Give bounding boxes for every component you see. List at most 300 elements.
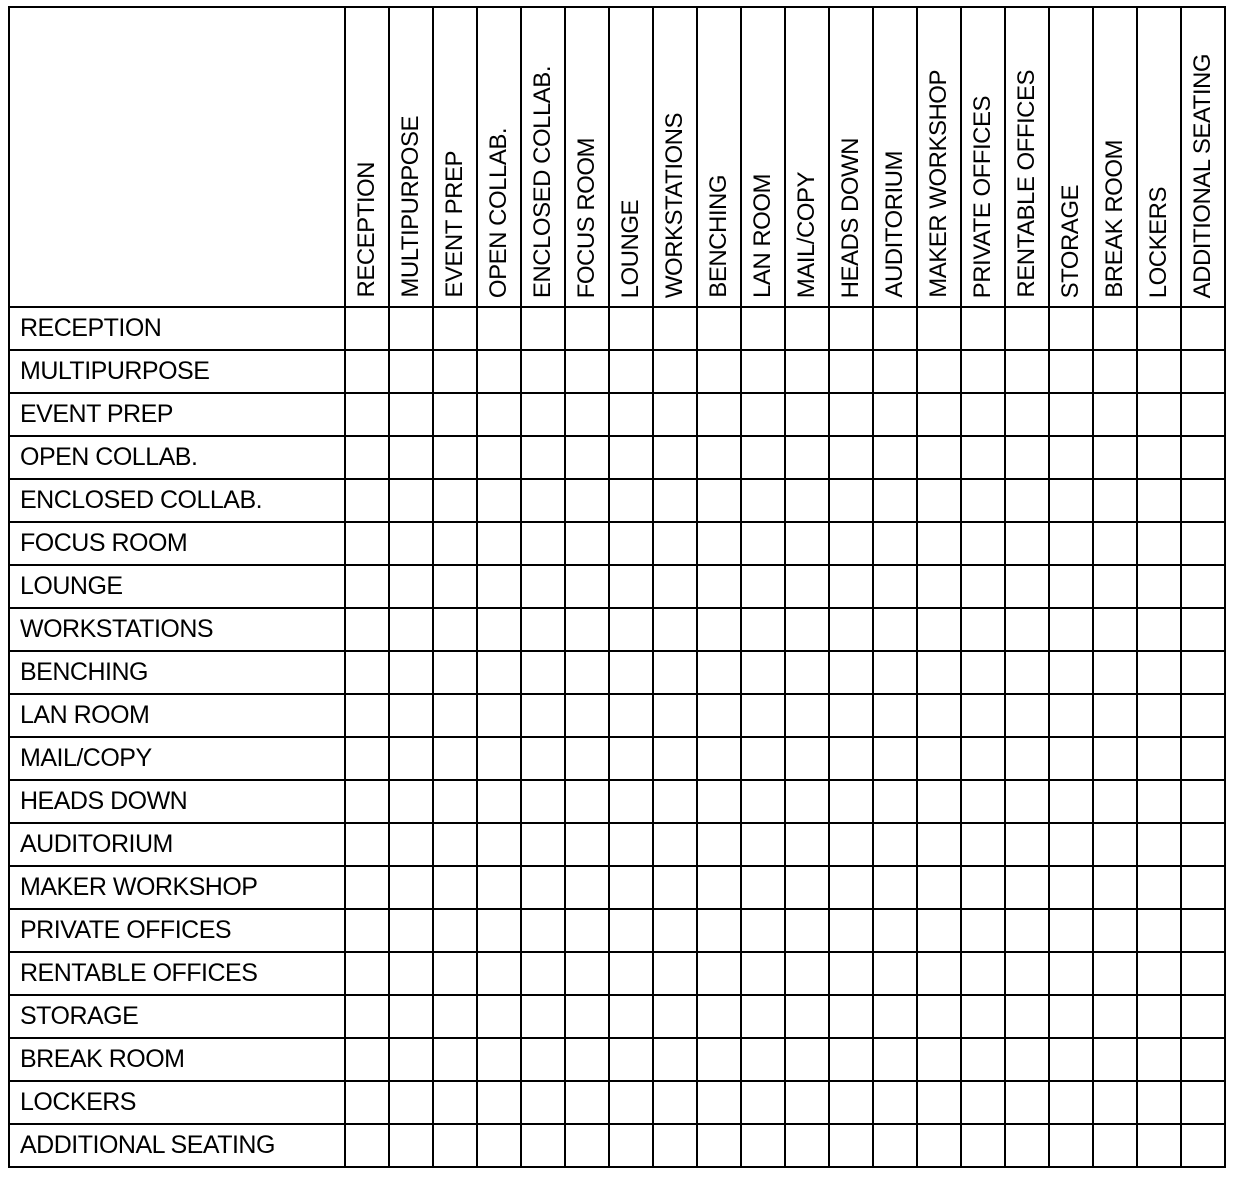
column-header-label: MAIL/COPY [793, 171, 820, 298]
column-header [389, 7, 433, 307]
row-header-label: RENTABLE OFFICES [9, 952, 345, 995]
matrix-cell [829, 694, 873, 737]
matrix-cell [1181, 1124, 1225, 1167]
matrix-cell [1049, 565, 1093, 608]
matrix-cell [1137, 608, 1181, 651]
matrix-cell [345, 909, 389, 952]
matrix-cell [521, 436, 565, 479]
matrix-cell [1137, 393, 1181, 436]
matrix-cell [345, 565, 389, 608]
matrix-cell [653, 1124, 697, 1167]
table-row [9, 737, 1225, 780]
matrix-cell [565, 307, 609, 350]
matrix-cell [785, 565, 829, 608]
matrix-cell [433, 522, 477, 565]
matrix-cell [785, 608, 829, 651]
matrix-cell [609, 1081, 653, 1124]
matrix-cell [609, 436, 653, 479]
matrix-cell [741, 780, 785, 823]
matrix-cell [433, 694, 477, 737]
matrix-cell [829, 1081, 873, 1124]
matrix-cell [609, 307, 653, 350]
matrix-cell [1049, 995, 1093, 1038]
matrix-cell [477, 694, 521, 737]
matrix-cell [609, 522, 653, 565]
matrix-cell [1181, 565, 1225, 608]
matrix-cell [433, 995, 477, 1038]
matrix-cell [1181, 1081, 1225, 1124]
column-header-label: OPEN COLLAB. [485, 127, 512, 298]
column-header-label: ENCLOSED COLLAB. [529, 65, 556, 298]
column-header-label: ADDITIONAL SEATING [1189, 53, 1216, 298]
matrix-cell [1049, 780, 1093, 823]
matrix-cell [829, 522, 873, 565]
matrix-cell [829, 1124, 873, 1167]
matrix-cell [1137, 737, 1181, 780]
matrix-cell [433, 307, 477, 350]
matrix-cell [1049, 608, 1093, 651]
matrix-cell [433, 393, 477, 436]
matrix-cell [477, 866, 521, 909]
matrix-cell [1093, 565, 1137, 608]
matrix-cell [961, 909, 1005, 952]
matrix-cell [697, 651, 741, 694]
column-header-label: HEADS DOWN [837, 137, 864, 298]
matrix-cell [785, 307, 829, 350]
matrix-cell [1137, 479, 1181, 522]
matrix-cell [961, 350, 1005, 393]
matrix-cell [1005, 608, 1049, 651]
table-row [9, 909, 1225, 952]
column-header-label: BENCHING [705, 175, 732, 298]
matrix-cell [1049, 1124, 1093, 1167]
matrix-cell [345, 608, 389, 651]
matrix-cell [345, 1081, 389, 1124]
matrix-cell [389, 522, 433, 565]
matrix-cell [389, 995, 433, 1038]
matrix-cell [961, 866, 1005, 909]
matrix-cell [653, 780, 697, 823]
matrix-cell [565, 1081, 609, 1124]
column-header-label: BREAK ROOM [1101, 140, 1128, 298]
table-row [9, 565, 1225, 608]
matrix-cell [565, 823, 609, 866]
matrix-cell [829, 651, 873, 694]
matrix-cell [653, 909, 697, 952]
row-header-label: BREAK ROOM [9, 1038, 345, 1081]
matrix-cell [565, 866, 609, 909]
matrix-cell [829, 393, 873, 436]
matrix-cell [345, 651, 389, 694]
matrix-cell [1005, 823, 1049, 866]
matrix-cell [829, 866, 873, 909]
matrix-cell [961, 307, 1005, 350]
matrix-cell [917, 651, 961, 694]
matrix-cell [389, 1038, 433, 1081]
matrix-cell [961, 565, 1005, 608]
matrix-cell [697, 1124, 741, 1167]
matrix-cell [345, 522, 389, 565]
matrix-cell [873, 436, 917, 479]
matrix-cell [345, 1038, 389, 1081]
matrix-cell [477, 393, 521, 436]
matrix-cell [609, 866, 653, 909]
column-header-label: LOCKERS [1145, 186, 1172, 298]
matrix-cell [741, 651, 785, 694]
matrix-cell [1049, 350, 1093, 393]
matrix-cell [873, 995, 917, 1038]
matrix-cell [1005, 651, 1049, 694]
matrix-cell [1049, 393, 1093, 436]
matrix-cell [697, 436, 741, 479]
matrix-cell [521, 479, 565, 522]
matrix-cell [1093, 694, 1137, 737]
matrix-cell [697, 694, 741, 737]
column-header-label: FOCUS ROOM [573, 137, 600, 298]
row-header-label: ENCLOSED COLLAB. [9, 479, 345, 522]
matrix-cell [785, 393, 829, 436]
matrix-cell [1093, 436, 1137, 479]
matrix-cell [653, 1081, 697, 1124]
column-header [609, 7, 653, 307]
matrix-cell [521, 1038, 565, 1081]
matrix-cell [1137, 995, 1181, 1038]
matrix-cell [565, 479, 609, 522]
matrix-cell [1093, 737, 1137, 780]
matrix-cell [477, 1081, 521, 1124]
matrix-cell [1093, 350, 1137, 393]
matrix-cell [389, 436, 433, 479]
matrix-cell [829, 436, 873, 479]
matrix-cell [1005, 393, 1049, 436]
matrix-cell [521, 651, 565, 694]
matrix-cell [1137, 1038, 1181, 1081]
matrix-cell [1005, 866, 1049, 909]
matrix-cell [1181, 823, 1225, 866]
matrix-cell [477, 350, 521, 393]
matrix-cell [565, 350, 609, 393]
matrix-cell [829, 780, 873, 823]
row-header-label: PRIVATE OFFICES [9, 909, 345, 952]
matrix-cell [1049, 737, 1093, 780]
matrix-cell [1049, 479, 1093, 522]
matrix-cell [873, 737, 917, 780]
row-header-label: ADDITIONAL SEATING [9, 1124, 345, 1167]
row-header-label: LOUNGE [9, 565, 345, 608]
matrix-cell [433, 1124, 477, 1167]
matrix-cell [609, 952, 653, 995]
table-row [9, 694, 1225, 737]
matrix-cell [873, 307, 917, 350]
matrix-cell [1093, 866, 1137, 909]
matrix-cell [1005, 479, 1049, 522]
matrix-cell [653, 307, 697, 350]
matrix-cell [345, 780, 389, 823]
matrix-cell [1005, 565, 1049, 608]
matrix-cell [433, 1081, 477, 1124]
matrix-cell [741, 909, 785, 952]
matrix-cell [1137, 350, 1181, 393]
table-row [9, 307, 1225, 350]
matrix-cell [1181, 479, 1225, 522]
matrix-cell [609, 780, 653, 823]
matrix-cell [1093, 393, 1137, 436]
matrix-cell [389, 307, 433, 350]
matrix-cell [1181, 307, 1225, 350]
column-header [477, 7, 521, 307]
column-header [961, 7, 1005, 307]
matrix-cell [741, 1124, 785, 1167]
column-header [565, 7, 609, 307]
matrix-cell [1049, 866, 1093, 909]
matrix-cell [521, 522, 565, 565]
matrix-cell [389, 1081, 433, 1124]
matrix-cell [917, 909, 961, 952]
matrix-cell [785, 651, 829, 694]
matrix-cell [653, 350, 697, 393]
matrix-cell [1005, 780, 1049, 823]
matrix-cell [565, 436, 609, 479]
matrix-cell [1093, 608, 1137, 651]
matrix-cell [521, 823, 565, 866]
matrix-cell [345, 1124, 389, 1167]
matrix-cell [785, 350, 829, 393]
matrix-cell [1093, 522, 1137, 565]
matrix-cell [477, 952, 521, 995]
matrix-cell [873, 823, 917, 866]
matrix-cell [345, 823, 389, 866]
table-row [9, 780, 1225, 823]
table-row [9, 608, 1225, 651]
column-header-label: LOUNGE [617, 199, 644, 298]
column-header [741, 7, 785, 307]
matrix-cell [741, 694, 785, 737]
matrix-cell [785, 780, 829, 823]
matrix-cell [477, 1038, 521, 1081]
matrix-cell [697, 393, 741, 436]
matrix-cell [741, 393, 785, 436]
matrix-cell [609, 350, 653, 393]
column-header [917, 7, 961, 307]
matrix-cell [961, 436, 1005, 479]
matrix-cell [477, 651, 521, 694]
matrix-cell [345, 436, 389, 479]
matrix-cell [609, 393, 653, 436]
matrix-cell [477, 823, 521, 866]
matrix-cell [1181, 952, 1225, 995]
column-header [521, 7, 565, 307]
matrix-cell [1137, 436, 1181, 479]
column-header [1181, 7, 1225, 307]
matrix-cell [433, 565, 477, 608]
column-header-label: RECEPTION [353, 162, 380, 298]
matrix-cell [829, 565, 873, 608]
matrix-cell [477, 608, 521, 651]
matrix-cell [697, 1081, 741, 1124]
matrix-cell [1093, 307, 1137, 350]
header-row [9, 7, 1225, 307]
matrix-cell [477, 995, 521, 1038]
matrix-cell [829, 909, 873, 952]
matrix-cell [565, 737, 609, 780]
matrix-cell [785, 995, 829, 1038]
matrix-cell [961, 1124, 1005, 1167]
matrix-cell [961, 393, 1005, 436]
matrix-cell [1049, 436, 1093, 479]
matrix-cell [917, 479, 961, 522]
matrix-cell [741, 1038, 785, 1081]
matrix-cell [565, 995, 609, 1038]
matrix-cell [741, 952, 785, 995]
matrix-cell [873, 479, 917, 522]
matrix-cell [653, 522, 697, 565]
matrix-cell [653, 737, 697, 780]
matrix-cell [1005, 995, 1049, 1038]
matrix-cell [785, 479, 829, 522]
matrix-cell [1005, 307, 1049, 350]
matrix-cell [697, 909, 741, 952]
matrix-body [9, 307, 1225, 1167]
matrix-cell [565, 608, 609, 651]
row-header-label: STORAGE [9, 995, 345, 1038]
matrix-cell [961, 737, 1005, 780]
matrix-cell [741, 565, 785, 608]
matrix-cell [653, 393, 697, 436]
matrix-cell [1093, 952, 1137, 995]
matrix-cell [653, 436, 697, 479]
matrix-cell [477, 909, 521, 952]
matrix-cell [389, 1124, 433, 1167]
matrix-cell [653, 565, 697, 608]
matrix-cell [433, 823, 477, 866]
matrix-cell [917, 1081, 961, 1124]
matrix-cell [1005, 436, 1049, 479]
matrix-cell [785, 436, 829, 479]
table-row [9, 995, 1225, 1038]
matrix-cell [1137, 565, 1181, 608]
matrix-cell [1005, 952, 1049, 995]
matrix-cell [1137, 694, 1181, 737]
table-row [9, 952, 1225, 995]
matrix-cell [389, 393, 433, 436]
matrix-cell [961, 608, 1005, 651]
matrix-cell [521, 952, 565, 995]
matrix-cell [521, 780, 565, 823]
matrix-cell [829, 479, 873, 522]
matrix-cell [1181, 350, 1225, 393]
matrix-cell [1181, 737, 1225, 780]
table-row [9, 479, 1225, 522]
matrix-cell [1181, 436, 1225, 479]
table-row [9, 393, 1225, 436]
table-row [9, 436, 1225, 479]
matrix-cell [873, 909, 917, 952]
matrix-cell [917, 694, 961, 737]
matrix-cell [785, 1038, 829, 1081]
matrix-cell [917, 393, 961, 436]
matrix-cell [917, 823, 961, 866]
matrix-cell [1049, 1038, 1093, 1081]
matrix-cell [785, 909, 829, 952]
matrix-cell [1181, 1038, 1225, 1081]
matrix-cell [565, 1038, 609, 1081]
matrix-cell [433, 350, 477, 393]
adjacency-matrix [8, 6, 1226, 1168]
row-header-label: EVENT PREP [9, 393, 345, 436]
matrix-cell [1137, 866, 1181, 909]
matrix-cell [829, 995, 873, 1038]
matrix-cell [917, 952, 961, 995]
matrix-cell [609, 479, 653, 522]
matrix-cell [565, 952, 609, 995]
table-row [9, 866, 1225, 909]
column-header-label: WORKSTATIONS [661, 112, 688, 298]
matrix-cell [521, 565, 565, 608]
matrix-cell [961, 694, 1005, 737]
column-header [1137, 7, 1181, 307]
matrix-cell [917, 995, 961, 1038]
matrix-cell [433, 952, 477, 995]
matrix-cell [1093, 995, 1137, 1038]
matrix-cell [697, 995, 741, 1038]
column-header [1049, 7, 1093, 307]
matrix-cell [653, 608, 697, 651]
matrix-cell [917, 608, 961, 651]
matrix-cell [653, 1038, 697, 1081]
row-header-label: MAIL/COPY [9, 737, 345, 780]
matrix-cell [697, 479, 741, 522]
matrix-cell [433, 651, 477, 694]
matrix-cell [961, 651, 1005, 694]
matrix-cell [653, 995, 697, 1038]
matrix-cell [609, 608, 653, 651]
matrix-cell [917, 436, 961, 479]
matrix-cell [609, 1124, 653, 1167]
matrix-cell [345, 866, 389, 909]
matrix-cell [1049, 694, 1093, 737]
matrix-cell [785, 823, 829, 866]
column-header-label: PRIVATE OFFICES [969, 95, 996, 298]
matrix-cell [1049, 952, 1093, 995]
matrix-cell [741, 737, 785, 780]
matrix-cell [609, 823, 653, 866]
matrix-cell [1181, 522, 1225, 565]
matrix-cell [873, 952, 917, 995]
matrix-cell [1137, 909, 1181, 952]
matrix-cell [961, 1038, 1005, 1081]
column-header [785, 7, 829, 307]
matrix-cell [785, 737, 829, 780]
row-header-label: WORKSTATIONS [9, 608, 345, 651]
matrix-cell [1049, 1081, 1093, 1124]
matrix-cell [741, 608, 785, 651]
matrix-cell [389, 694, 433, 737]
matrix-cell [609, 565, 653, 608]
matrix-cell [653, 866, 697, 909]
matrix-cell [741, 479, 785, 522]
matrix-cell [1005, 1081, 1049, 1124]
matrix-cell [609, 651, 653, 694]
matrix-cell [653, 479, 697, 522]
matrix-cell [873, 1038, 917, 1081]
row-header-label: BENCHING [9, 651, 345, 694]
table-row [9, 522, 1225, 565]
matrix-cell [1137, 952, 1181, 995]
matrix-cell [829, 350, 873, 393]
matrix-cell [697, 307, 741, 350]
matrix-cell [1005, 909, 1049, 952]
table-row [9, 1081, 1225, 1124]
